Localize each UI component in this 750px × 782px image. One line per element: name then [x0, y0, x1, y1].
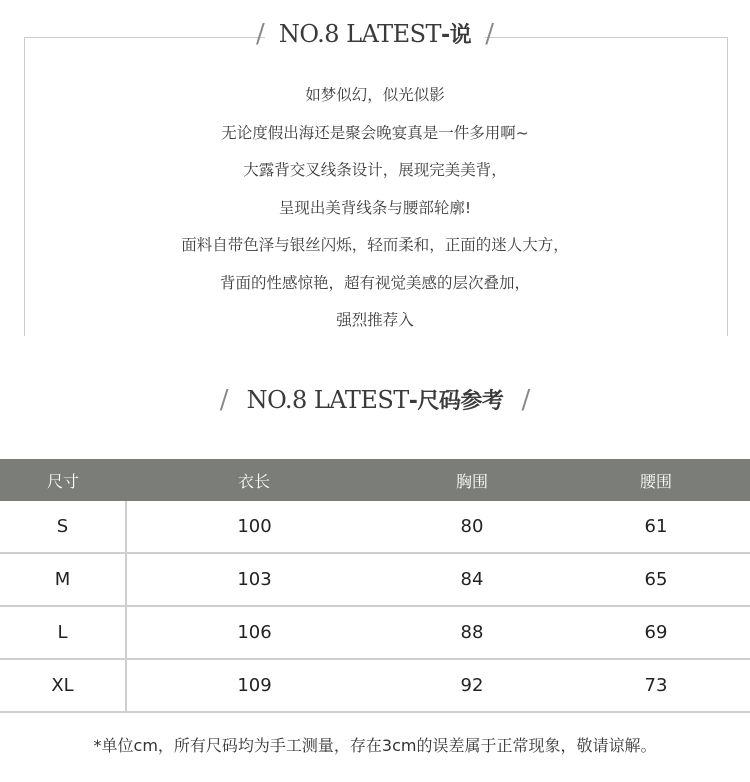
cell-length: 103: [126, 553, 382, 606]
description-line: 面料自带色泽与银丝闪烁，轻而柔和，正面的迷人大方，: [181, 236, 569, 254]
product-description: [24, 82, 726, 345]
cell-length: 109: [126, 659, 382, 712]
table-header-row: [0, 459, 750, 501]
table-row: [0, 501, 750, 553]
header-size: 尺寸: [0, 459, 126, 501]
heading-suffix: -尺码参考: [408, 389, 504, 414]
cell-size: S: [0, 501, 126, 553]
cell-waist: 61: [562, 501, 750, 553]
description-line: 背面的性感惊艳，超有视觉美感的层次叠加，: [219, 273, 530, 292]
heading-suffix: -说: [441, 23, 472, 48]
table-row: [0, 606, 750, 659]
cell-waist: 69: [562, 606, 750, 659]
cell-waist: 73: [562, 659, 750, 712]
table-row: [0, 659, 750, 712]
heading-title: [229, 384, 522, 415]
header-waist: 腰围: [562, 459, 750, 501]
size-chart-table: [0, 459, 750, 713]
description-line: 大露背交叉线条设计，展现完美美背，: [243, 161, 507, 179]
heading-brand: NO.8 LATEST: [246, 386, 409, 414]
cell-size: L: [0, 606, 126, 659]
cell-bust: 84: [382, 553, 562, 606]
slash-right-decoration: /: [485, 18, 494, 49]
header-bust: 胸围: [382, 459, 562, 501]
header-length: 衣长: [126, 459, 382, 501]
cell-bust: 80: [382, 501, 562, 553]
description-line: 强烈推荐入: [336, 311, 414, 329]
cell-bust: 92: [382, 659, 562, 712]
section-heading-description: [0, 18, 750, 49]
section-heading-size-reference: [0, 384, 750, 415]
cell-bust: 88: [382, 606, 562, 659]
cell-length: 100: [126, 501, 382, 553]
slash-left-decoration: /: [219, 384, 229, 415]
measurement-note: *单位cm，所有尺码均为手工测量，存在3cm的误差属于正常现象，敬请谅解。: [93, 736, 657, 755]
cell-waist: 65: [562, 553, 750, 606]
cell-size: M: [0, 553, 126, 606]
heading-title: [265, 18, 485, 49]
table-row: [0, 553, 750, 606]
slash-left-decoration: /: [256, 18, 265, 49]
slash-right-decoration: /: [521, 384, 531, 415]
cell-size: XL: [0, 659, 126, 712]
description-line: 呈现出美背线条与腰部轮廓!: [278, 198, 472, 217]
description-line: 无论度假出海还是聚会晚宴真是一件多用啊~: [221, 123, 529, 142]
heading-brand: NO.8 LATEST: [278, 20, 442, 48]
cell-length: 106: [126, 606, 382, 659]
description-line: 如梦似幻，似光似影: [305, 86, 445, 104]
